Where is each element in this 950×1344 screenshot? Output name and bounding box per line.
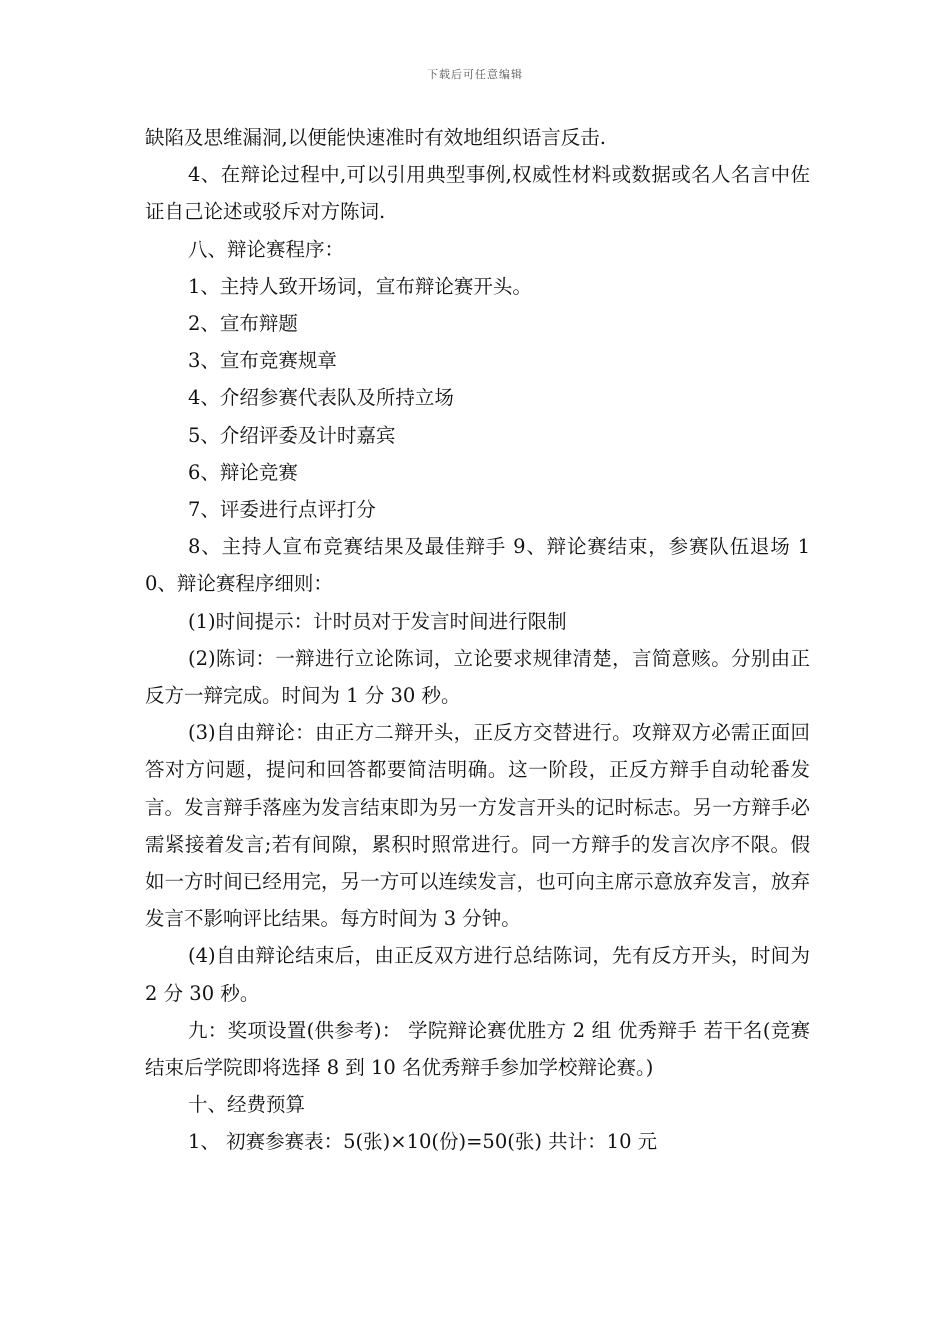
paragraph: 缺陷及思维漏洞,以便能快速准时有效地组织语言反击. — [145, 126, 606, 149]
section-heading: 十、经费预算 — [188, 1093, 306, 1117]
rule-item: (2)陈词：一辩进行立论陈词，立论要求规律清楚，言简意赅。分别由正反方一辩完成。时间为 1 分 30 秒。 — [145, 646, 810, 708]
rule-item: (3)自由辩论：由正方二辩开头，正反方交替进行。攻辩双方必需正面回答对方问题，提问和回答都要简洁明确。这一阶段，正反方辩手自动轮番发言。发言辩手落座为发言结束即为另一方发言开头的记时标志。另一方辩手必需紧接着发言;若有间隙，累积时照常进行。同一方辩手的发言次序不限。假如一方时间已经用完，另一方可以连续发言，也可向主席示意放弃发言，放弃发言不影响评比结果。每方时间为 3 分钟。 — [145, 721, 810, 931]
paragraph: 4、在辩论过程中,可以引用典型事例,权威性材料或数据或名人名言中佐证自己论述或驳斥对方陈词. — [145, 163, 810, 224]
budget-item: 1、 初赛参赛表：5(张)×10(份)=50(张) 共计：10 元 — [188, 1130, 658, 1154]
rule-item: (4)自由辩论结束后，由正反双方进行总结陈词，先有反方开头，时间为 2 分 30 秒。 — [145, 944, 810, 1005]
section-heading: 九：奖项设置(供参考)： 学院辩论赛优胜方 2 组 优秀辩手 若干名(竞赛结束后学院即将选择 8 到 10 名优秀辩手参加学校辩论赛。) — [145, 1018, 810, 1080]
section-heading: 八、辩论赛程序： — [188, 237, 345, 261]
document-body — [145, 119, 810, 1161]
list-item: 4、介绍参赛代表队及所持立场 — [188, 386, 454, 410]
list-item: 2、宣布辩题 — [188, 312, 298, 336]
list-item: 1、主持人致开场词，宣布辩论赛开头。 — [188, 274, 532, 298]
list-item: 7、评委进行点评打分 — [188, 498, 376, 522]
list-item: 5、介绍评委及计时嘉宾 — [188, 423, 396, 447]
list-item: 8、主持人宣布竞赛结果及最佳辩手 9、辩论赛结束，参赛队伍退场 10、辩论赛程序细则： — [145, 535, 810, 596]
page-header: 下载后可任意编辑 — [427, 68, 523, 81]
list-item: 3、宣布竞赛规章 — [188, 349, 337, 373]
rule-item: (1)时间提示：计时员对于发言时间进行限制 — [188, 609, 567, 633]
list-item: 6、辩论竞赛 — [188, 460, 298, 484]
